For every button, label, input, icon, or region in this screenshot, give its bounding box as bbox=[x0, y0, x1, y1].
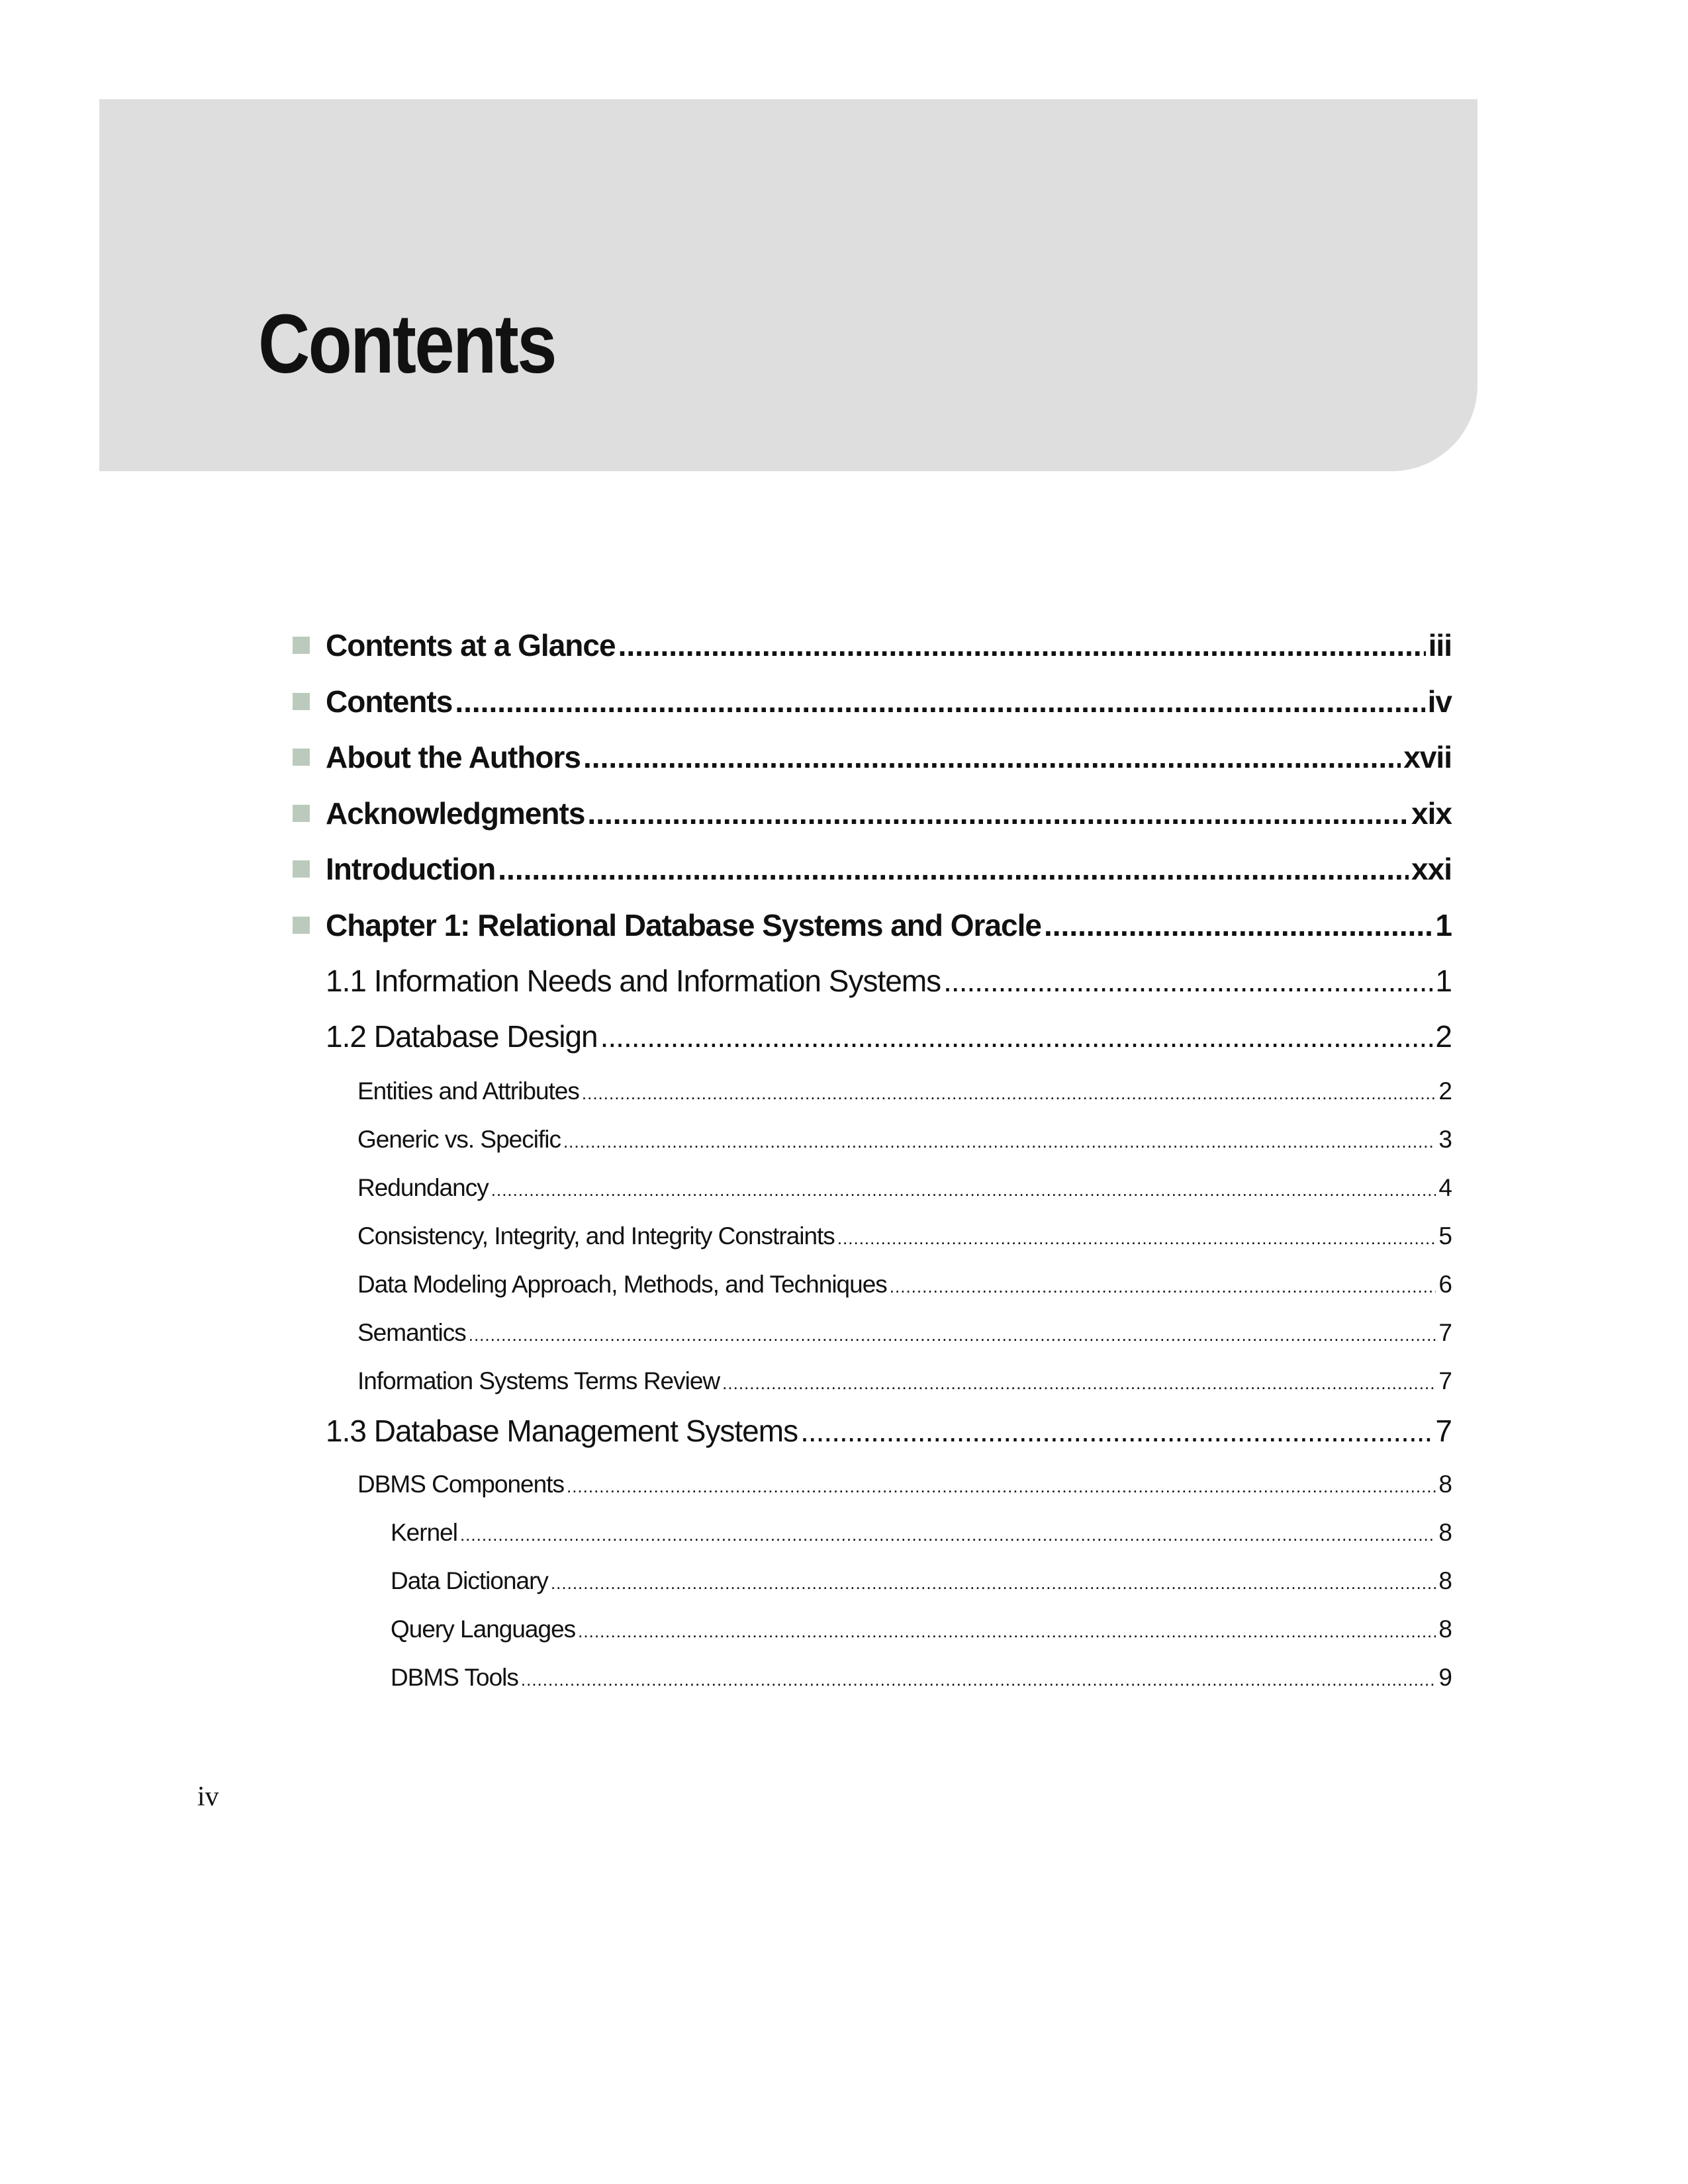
toc-entry-page: 3 bbox=[1438, 1126, 1452, 1153]
dot-leader bbox=[551, 1567, 1436, 1600]
toc-entry-page: 1 bbox=[1435, 964, 1452, 998]
page-title: Contents bbox=[258, 297, 555, 390]
toc-entry-title: Acknowledgments bbox=[326, 796, 585, 831]
toc-entry-page: xxi bbox=[1411, 852, 1452, 886]
toc-entry-section-1-3[interactable] bbox=[326, 1411, 1452, 1451]
toc-entry-page: 6 bbox=[1438, 1271, 1452, 1298]
dot-leader bbox=[567, 1470, 1436, 1503]
toc-entry-data-modeling-approach[interactable] bbox=[357, 1268, 1452, 1301]
dot-leader bbox=[460, 1518, 1436, 1551]
bullet-icon bbox=[293, 693, 310, 710]
toc-entry-title: Kernel bbox=[391, 1519, 457, 1546]
toc-entry-page: 8 bbox=[1438, 1471, 1452, 1498]
toc-entry-title: 1.1 Information Needs and Information Systems bbox=[326, 964, 941, 998]
toc-entry-title: DBMS Components bbox=[357, 1471, 564, 1498]
toc-entry-title: Data Modeling Approach, Methods, and Techniques bbox=[357, 1271, 887, 1298]
bullet-icon bbox=[293, 805, 310, 822]
bullet-icon bbox=[293, 860, 310, 878]
toc-entry-section-1-1[interactable] bbox=[326, 961, 1452, 1001]
dot-leader bbox=[583, 737, 1401, 777]
toc-entry-title: Data Dictionary bbox=[391, 1567, 548, 1594]
dot-leader bbox=[722, 1367, 1436, 1400]
page-number: iv bbox=[197, 1782, 219, 1812]
toc-entry-dbms-components[interactable] bbox=[357, 1468, 1452, 1501]
toc-entry-acknowledgments[interactable] bbox=[326, 794, 1452, 833]
dot-leader bbox=[1044, 905, 1432, 945]
toc-entry-page: 7 bbox=[1435, 1414, 1452, 1448]
dot-leader bbox=[800, 1411, 1432, 1451]
dot-leader bbox=[578, 1615, 1436, 1648]
toc-entry-page: 7 bbox=[1438, 1367, 1452, 1394]
toc-entry-about-the-authors[interactable] bbox=[326, 737, 1452, 777]
toc-entry-page: 9 bbox=[1438, 1664, 1452, 1691]
toc-entry-title: Generic vs. Specific bbox=[357, 1126, 561, 1153]
toc-entry-title: Consistency, Integrity, and Integrity Constraints bbox=[357, 1222, 835, 1250]
toc-entry-page: 8 bbox=[1438, 1567, 1452, 1594]
toc-entry-title: Redundancy bbox=[357, 1174, 489, 1201]
toc-entry-contents[interactable] bbox=[326, 682, 1452, 721]
toc-entry-query-languages[interactable] bbox=[391, 1613, 1452, 1646]
bullet-icon bbox=[293, 749, 310, 766]
toc-entry-consistency-integrity[interactable] bbox=[357, 1220, 1452, 1253]
dot-leader bbox=[587, 794, 1409, 833]
toc-entry-title: DBMS Tools bbox=[391, 1664, 518, 1691]
toc-entry-introduction[interactable] bbox=[326, 849, 1452, 889]
dot-leader bbox=[563, 1125, 1436, 1158]
toc-entry-title: 1.2 Database Design bbox=[326, 1019, 598, 1054]
dot-leader bbox=[890, 1270, 1436, 1303]
toc-entry-redundancy[interactable] bbox=[357, 1171, 1452, 1205]
toc-entry-page: 2 bbox=[1435, 1019, 1452, 1054]
toc-entry-data-dictionary[interactable] bbox=[391, 1565, 1452, 1598]
toc-entry-page: 8 bbox=[1438, 1519, 1452, 1546]
dot-leader bbox=[455, 682, 1425, 721]
toc-entry-page: 2 bbox=[1438, 1077, 1452, 1105]
toc-entry-kernel[interactable] bbox=[391, 1516, 1452, 1549]
toc-entry-title: Entities and Attributes bbox=[357, 1077, 579, 1105]
toc-entry-title: Query Languages bbox=[391, 1615, 576, 1643]
dot-leader bbox=[943, 961, 1432, 1001]
toc-entry-title: 1.3 Database Management Systems bbox=[326, 1414, 798, 1448]
dot-leader bbox=[600, 1017, 1433, 1056]
dot-leader bbox=[582, 1077, 1436, 1110]
bullet-icon bbox=[293, 637, 310, 654]
toc-entry-page: iii bbox=[1428, 628, 1452, 662]
toc-entry-title: Chapter 1: Relational Database Systems and Oracle bbox=[326, 908, 1041, 942]
toc-entry-page: xvii bbox=[1403, 740, 1452, 774]
dot-leader bbox=[491, 1173, 1436, 1206]
toc-entry-information-systems-terms-review[interactable] bbox=[357, 1365, 1452, 1398]
toc-entry-generic-vs-specific[interactable] bbox=[357, 1123, 1452, 1156]
toc-entry-title: Information Systems Terms Review bbox=[357, 1367, 720, 1394]
toc-entry-entities-and-attributes[interactable] bbox=[357, 1075, 1452, 1108]
dot-leader bbox=[837, 1222, 1436, 1255]
dot-leader bbox=[618, 625, 1426, 665]
toc-entry-page: 1 bbox=[1435, 908, 1452, 942]
toc-entry-dbms-tools[interactable] bbox=[391, 1661, 1452, 1694]
dot-leader bbox=[521, 1663, 1436, 1696]
toc-entry-page: iv bbox=[1427, 684, 1452, 719]
toc-entry-title: About the Authors bbox=[326, 740, 581, 774]
toc-entry-title: Contents bbox=[326, 684, 453, 719]
toc-entry-page: 8 bbox=[1438, 1615, 1452, 1643]
toc-entry-chapter-1[interactable] bbox=[326, 905, 1452, 945]
bullet-icon bbox=[293, 917, 310, 934]
toc-entry-contents-at-a-glance[interactable] bbox=[326, 625, 1452, 665]
dot-leader bbox=[498, 849, 1409, 889]
toc-entry-title: Introduction bbox=[326, 852, 496, 886]
toc-entry-page: 5 bbox=[1438, 1222, 1452, 1250]
toc-entry-page: 4 bbox=[1438, 1174, 1452, 1201]
toc-entry-semantics[interactable] bbox=[357, 1316, 1452, 1349]
toc-entry-page: xix bbox=[1411, 796, 1452, 831]
toc-entry-title: Contents at a Glance bbox=[326, 628, 616, 662]
toc-entry-title: Semantics bbox=[357, 1319, 466, 1346]
toc-entry-section-1-2[interactable] bbox=[326, 1017, 1452, 1056]
toc-entry-page: 7 bbox=[1438, 1319, 1452, 1346]
dot-leader bbox=[469, 1318, 1436, 1351]
